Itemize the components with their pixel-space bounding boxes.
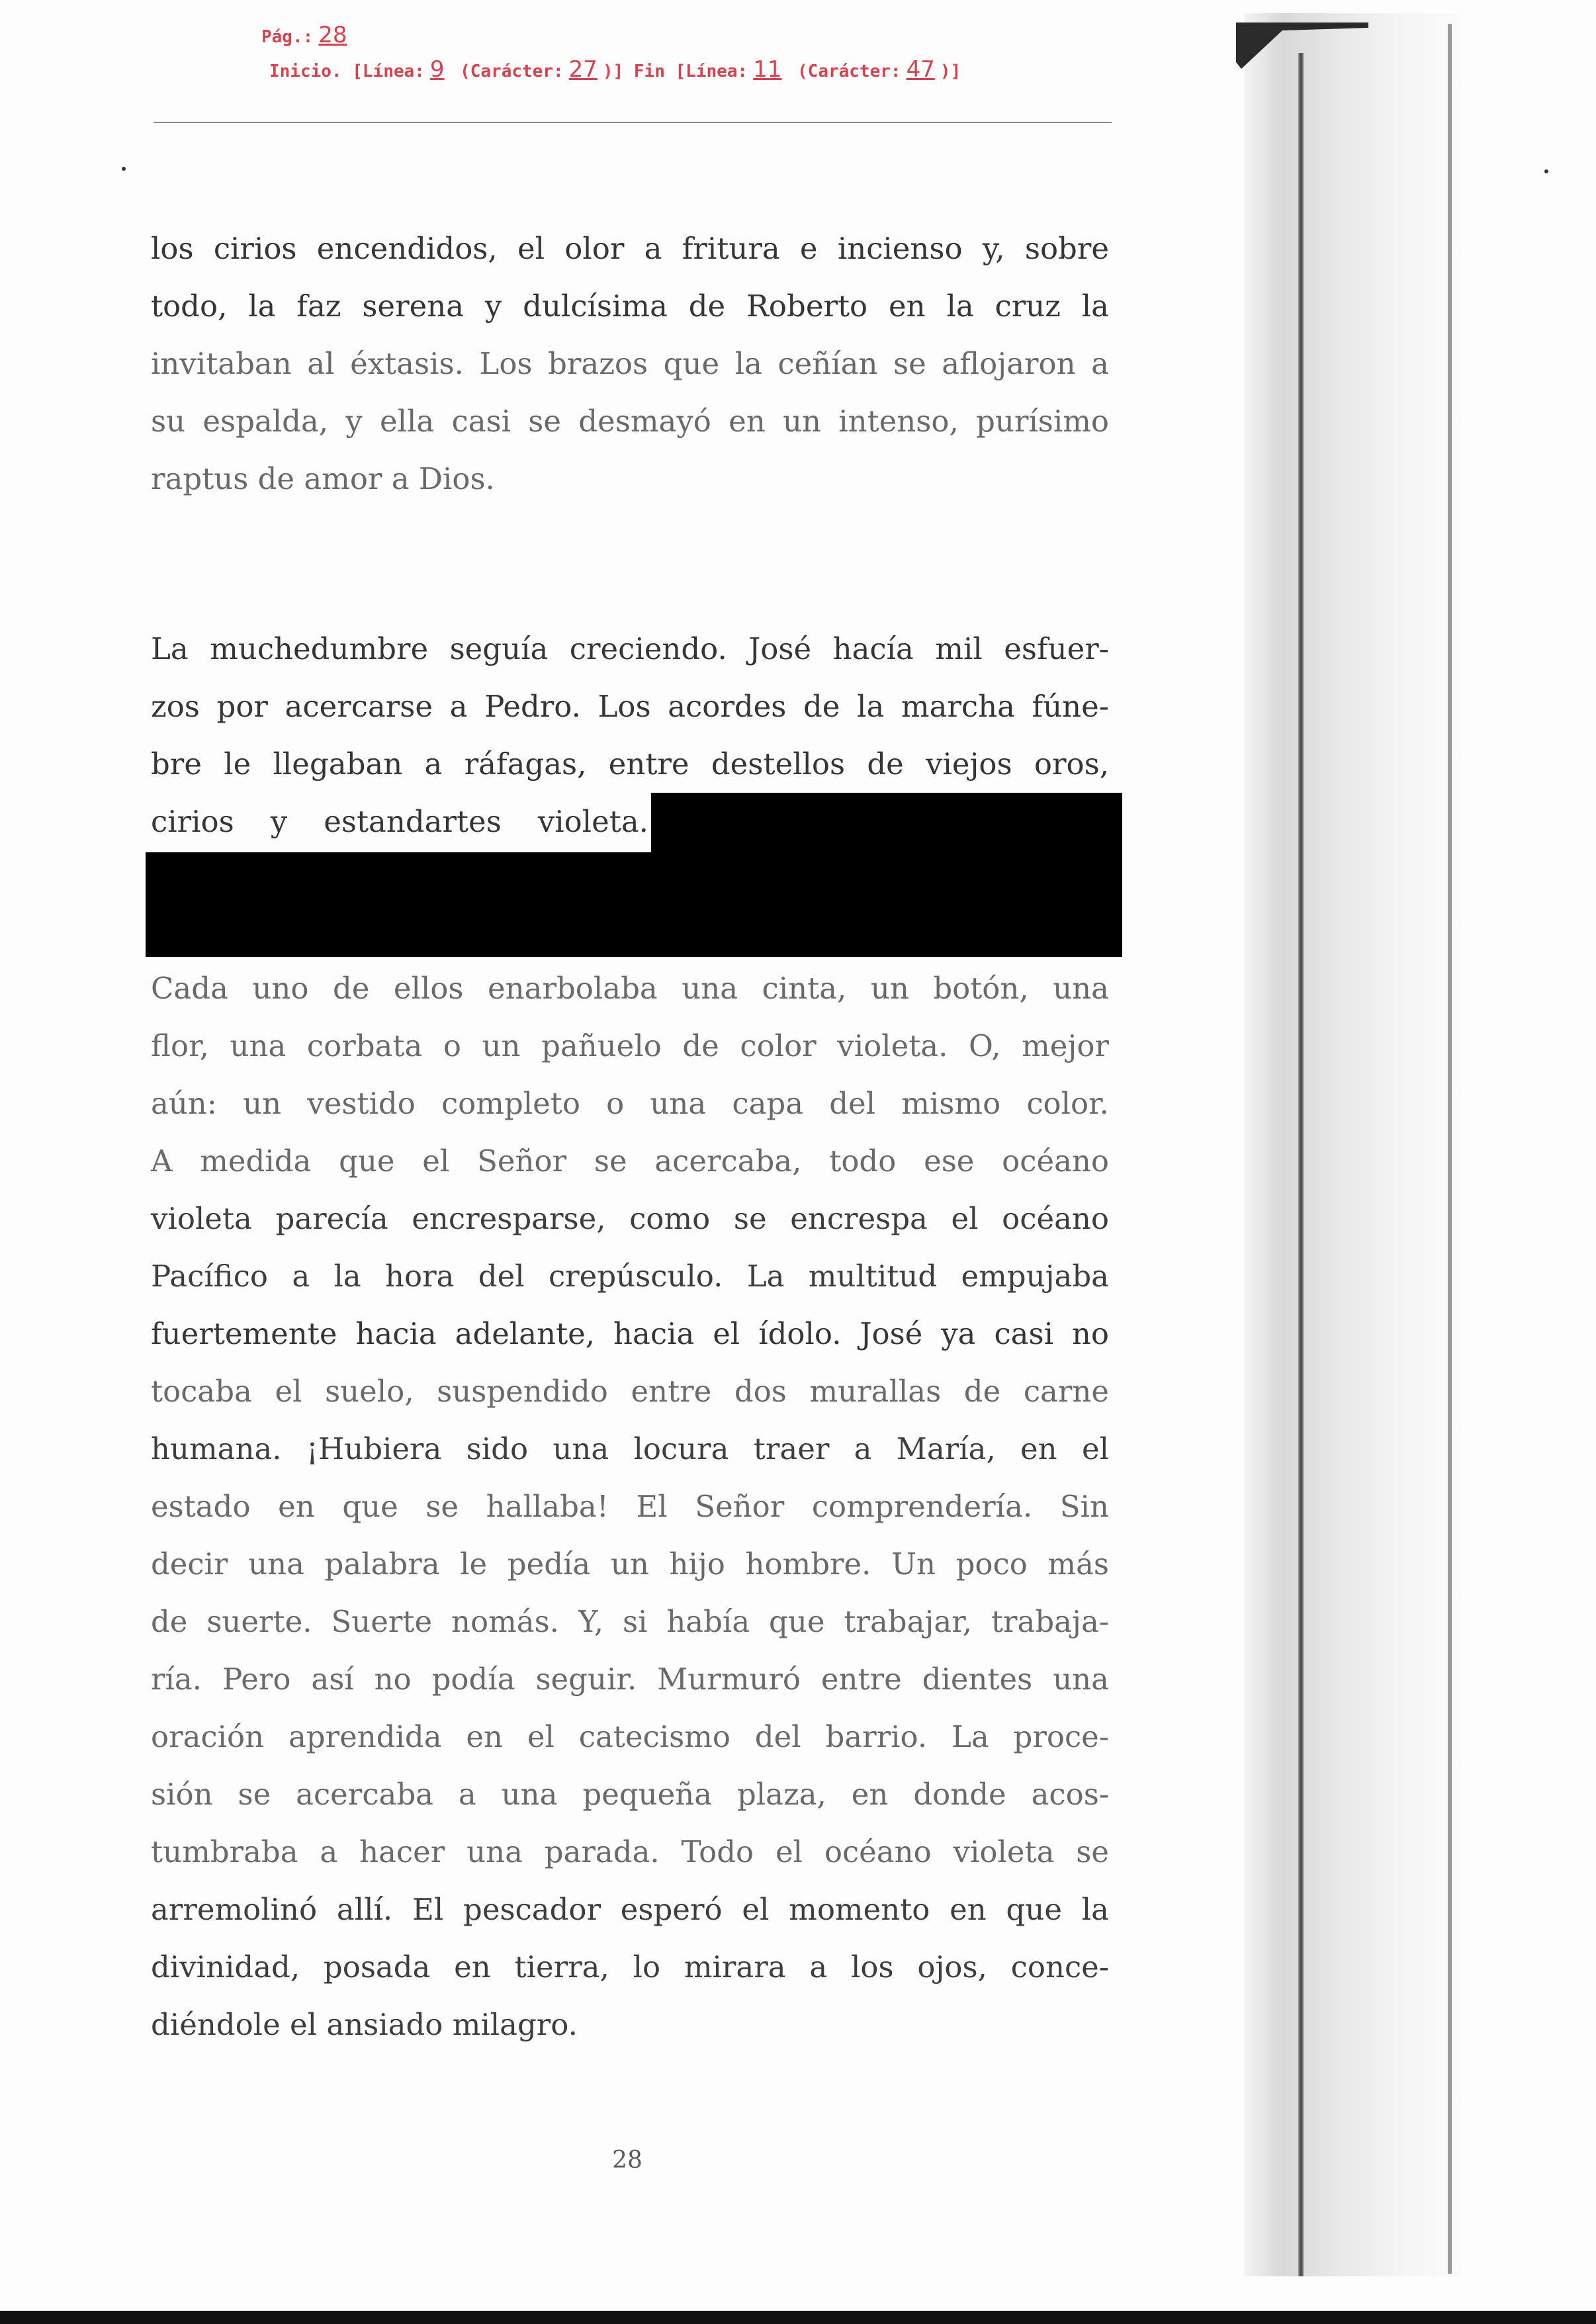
text-line: estado en que se hallaba! El Señor comprendería. Sin bbox=[151, 1489, 1109, 1524]
stamp-pag-value: 28 bbox=[318, 22, 347, 48]
book-gutter-shadow bbox=[1244, 13, 1462, 2276]
text-line: tocaba el suelo, suspendido entre dos murallas de carne bbox=[151, 1374, 1109, 1409]
stamp-linea-fin-label: [Línea: bbox=[675, 62, 748, 81]
text-line: humana. ¡Hubiera sido una locura traer a María, en el bbox=[151, 1431, 1109, 1466]
text-line: su espalda, y ella casi se desmayó en un intenso, purísimo bbox=[151, 404, 1109, 439]
stamp-caracter-fin: 47 bbox=[906, 56, 935, 83]
text-line: raptus de amor a Dios. bbox=[151, 461, 495, 496]
text-line: fuertemente hacia adelante, hacia el ídolo. José ya casi no bbox=[151, 1316, 1109, 1351]
text-line: bre le llegaban a ráfagas, entre destellos de viejos oros, bbox=[151, 746, 1109, 782]
text-line: de suerte. Suerte nomás. Y, si había que trabajar, trabaja- bbox=[151, 1604, 1109, 1639]
stamp-pag-label: Pág.: bbox=[261, 27, 314, 47]
stamp-inicio-label: Inicio. bbox=[269, 62, 342, 81]
stamp-page-row bbox=[261, 24, 353, 46]
text-line: los cirios encendidos, el olor a fritura e incienso y, sobre bbox=[151, 231, 1109, 266]
text-line: violeta parecía encresparse, como se encrespa el océano bbox=[151, 1201, 1109, 1236]
text-line: aún: un vestido completo o una capa del mismo color. bbox=[151, 1086, 1109, 1121]
scan-speck bbox=[122, 167, 126, 171]
scan-speck bbox=[1544, 169, 1548, 173]
text-line: sión se acercaba a una pequeña plaza, en donde acos- bbox=[151, 1777, 1109, 1812]
stamp-range-row bbox=[269, 58, 961, 81]
text-line: cirios y estandartes violeta. bbox=[151, 804, 648, 839]
redaction-block bbox=[651, 793, 1122, 855]
stamp-caracter-fin-label: (Carácter: bbox=[797, 62, 901, 81]
stamp-linea-inicio: 9 bbox=[429, 56, 445, 83]
text-line: La muchedumbre seguía creciendo. José hacía mil esfuer- bbox=[151, 631, 1109, 666]
paragraph-3 bbox=[151, 960, 1109, 2053]
text-line: zos por acercarse a Pedro. Los acordes de la marcha fúne- bbox=[151, 689, 1109, 724]
text-line: tumbraba a hacer una parada. Todo el océano violeta se bbox=[151, 1834, 1109, 1869]
gutter-edge-line bbox=[1298, 53, 1304, 2276]
text-line: Cada uno de ellos enarbolaba una cinta, un botón, una bbox=[151, 971, 1109, 1006]
text-line: arremolinó allí. El pescador esperó el momento en que la bbox=[151, 1892, 1109, 1927]
stamp-linea-fin: 11 bbox=[753, 56, 782, 83]
stamp-caracter-inicio: 27 bbox=[568, 56, 598, 83]
page-edge-line bbox=[1448, 24, 1452, 2274]
text-line: Pacífico a la hora del crepúsculo. La multitud empujaba bbox=[151, 1259, 1109, 1294]
scan-bottom-edge bbox=[0, 2311, 1596, 2324]
text-line: A medida que el Señor se acercaba, todo ese océano bbox=[151, 1143, 1109, 1179]
text-line: divinidad, posada en tierra, lo mirara a los ojos, conce- bbox=[151, 1949, 1109, 1985]
text-line: oración aprendida en el catecismo del barrio. La proce- bbox=[151, 1719, 1109, 1754]
page-number: 28 bbox=[612, 2147, 643, 2174]
text-line: flor, una corbata o un pañuelo de color violeta. O, mejor bbox=[151, 1028, 1109, 1063]
redaction-block bbox=[146, 852, 1122, 957]
header-rule bbox=[154, 122, 1112, 123]
stamp-caracter-label: (Carácter: bbox=[460, 62, 564, 81]
stamp-fin-label: Fin bbox=[633, 62, 665, 81]
text-line: diéndole el ansiado milagro. bbox=[151, 2007, 578, 2042]
text-line: todo, la faz serena y dulcísima de Roberto en la cruz la bbox=[151, 289, 1109, 324]
text-line: decir una palabra le pedía un hijo hombre. Un poco más bbox=[151, 1546, 1109, 1582]
text-line: invitaban al éxtasis. Los brazos que la ceñían se aflojaron a bbox=[151, 346, 1109, 381]
stamp-close: )] bbox=[940, 62, 961, 81]
paragraph-1 bbox=[151, 220, 1109, 508]
stamp-linea-label: [Línea: bbox=[352, 62, 425, 81]
text-line: ría. Pero así no podía seguir. Murmuró entre dientes una bbox=[151, 1662, 1109, 1697]
stamp-close: )] bbox=[602, 62, 624, 81]
